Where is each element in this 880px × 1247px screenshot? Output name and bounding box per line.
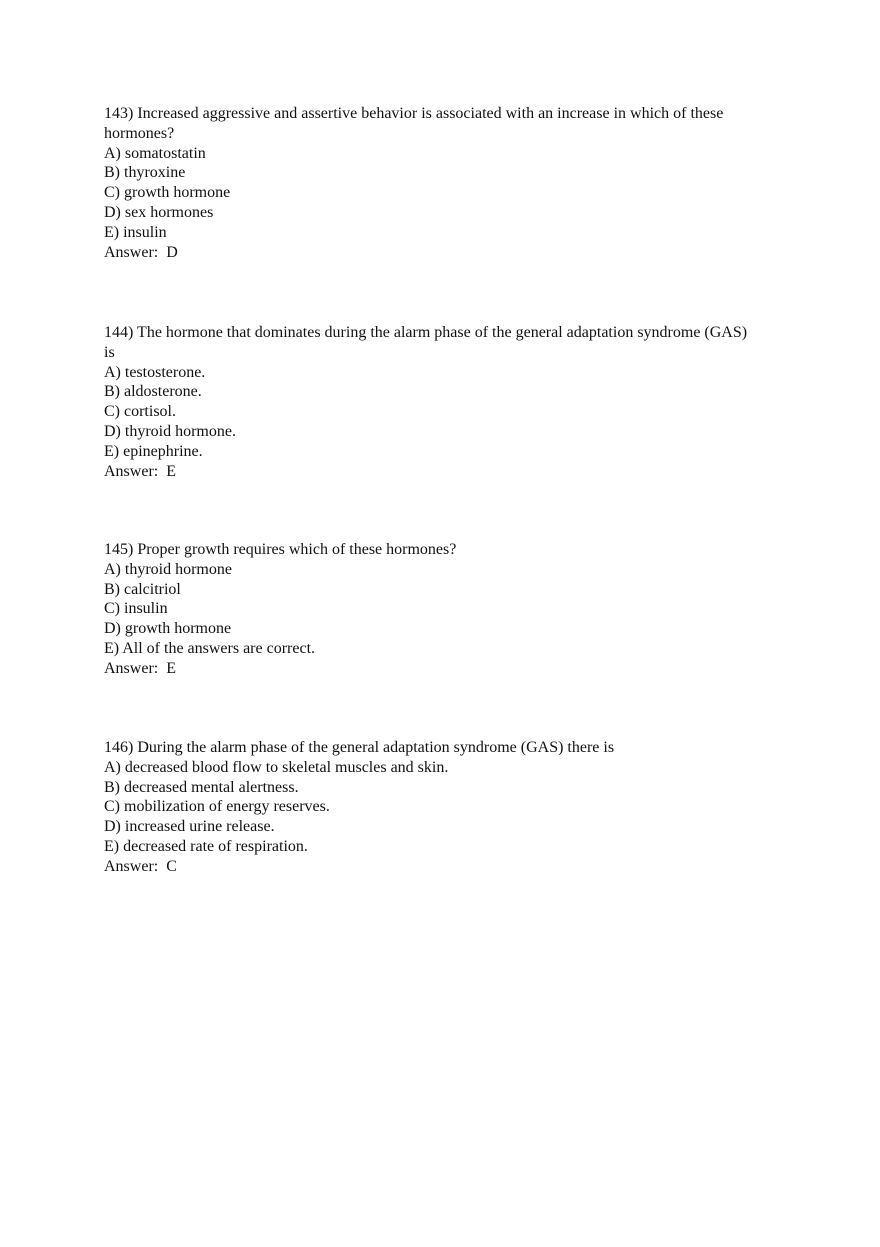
option-a: A) testosterone. [104, 363, 206, 381]
option-a: A) thyroid hormone [104, 560, 232, 578]
question-stem: 143) Increased aggressive and assertive behavior is associated with an increase in which of these hormones? [104, 105, 728, 142]
question-stem: 144) The hormone that dominates during the alarm phase of the general adaptation syndrome (GAS) is [104, 324, 752, 361]
option-b: B) decreased mental alertness. [104, 778, 299, 796]
option-e: E) All of the answers are correct. [104, 639, 316, 657]
option-c: C) growth hormone [104, 184, 231, 202]
question-block-144 [104, 323, 804, 481]
option-c: C) cortisol. [104, 403, 176, 421]
option-e: E) epinephrine. [104, 442, 203, 460]
option-a: A) somatostatin [104, 144, 206, 162]
question-stem: 146) During the alarm phase of the general adaptation syndrome (GAS) there is [104, 739, 615, 756]
option-c: C) insulin [104, 600, 168, 618]
option-d: D) thyroid hormone. [104, 422, 236, 440]
question-block-145 [104, 540, 804, 679]
option-e: E) insulin [104, 223, 167, 241]
option-d: D) increased urine release. [104, 818, 275, 836]
option-d: D) growth hormone [104, 620, 232, 638]
option-a: A) decreased blood flow to skeletal muscles and skin. [104, 758, 449, 776]
answer: Answer: E [104, 462, 176, 480]
option-b: B) thyroxine [104, 164, 186, 182]
option-b: B) aldosterone. [104, 383, 202, 401]
question-block-143 [104, 104, 804, 262]
answer: Answer: D [104, 243, 178, 261]
answer: Answer: E [104, 659, 176, 677]
option-e: E) decreased rate of respiration. [104, 837, 308, 855]
answer: Answer: C [104, 857, 177, 875]
option-b: B) calcitriol [104, 580, 181, 598]
question-block-146 [104, 738, 804, 877]
option-c: C) mobilization of energy reserves. [104, 798, 330, 816]
option-d: D) sex hormones [104, 203, 214, 221]
question-stem: 145) Proper growth requires which of these hormones? [104, 541, 457, 558]
